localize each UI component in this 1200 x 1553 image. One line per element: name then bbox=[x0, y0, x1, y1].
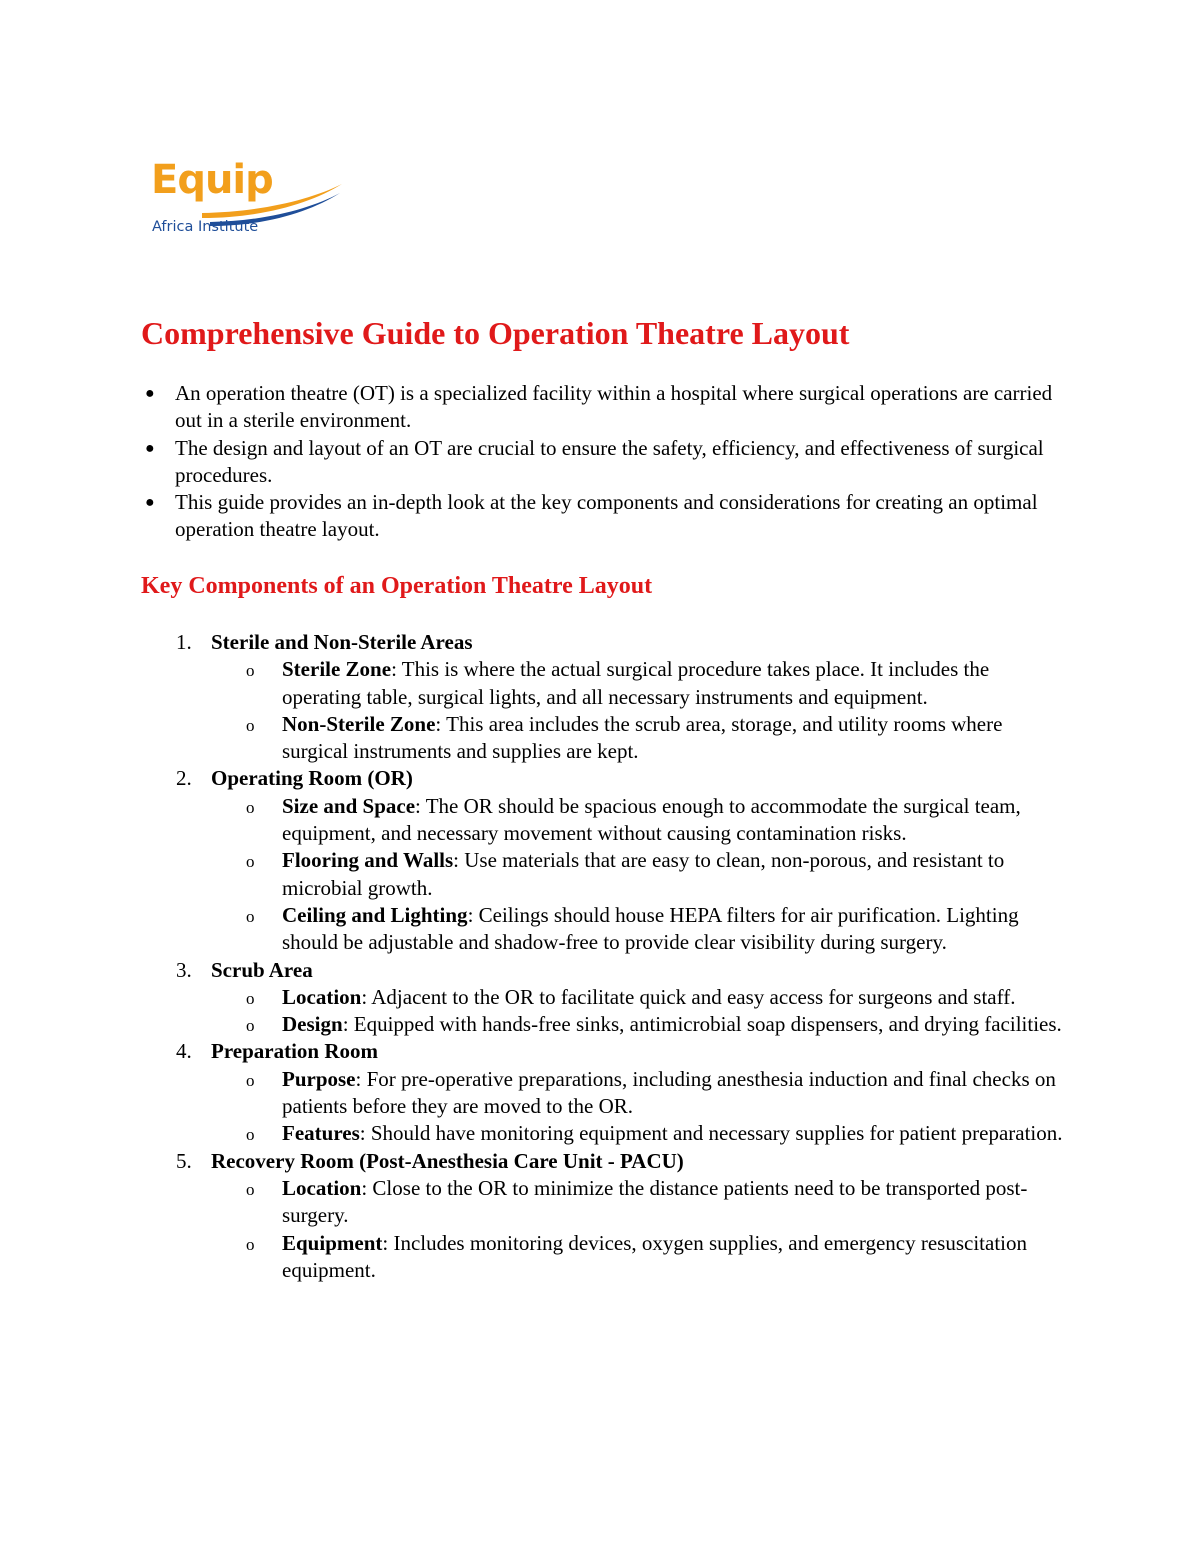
sub-item-list bbox=[140, 793, 1065, 957]
section-header bbox=[140, 629, 1065, 656]
sub-item-term: Ceiling and Lighting bbox=[282, 902, 468, 927]
sub-item-text: : Use materials that are easy to clean, non-porous, and resistant to microbial growth. bbox=[282, 848, 1005, 900]
sub-item bbox=[246, 793, 1065, 848]
page-title: Comprehensive Guide to Operation Theatre Layout bbox=[141, 315, 850, 351]
section-number: 4. bbox=[176, 1039, 192, 1064]
section-title: Scrub Area bbox=[211, 957, 313, 982]
intro-bullet bbox=[145, 489, 1065, 544]
sub-item-term: Design bbox=[282, 1012, 343, 1037]
circle-bullet-icon: o bbox=[246, 1179, 255, 1199]
sub-item-term: Features bbox=[282, 1121, 360, 1146]
circle-bullet-icon: o bbox=[246, 1125, 255, 1145]
sub-item-text: : Adjacent to the OR to facilitate quick and easy access for surgeons and staff. bbox=[361, 984, 1016, 1009]
sub-item bbox=[246, 1011, 1065, 1038]
bullet-text: This guide provides an in-depth look at the key components and considerations for creating an optimal operation theatre layout. bbox=[175, 490, 1038, 542]
section-number: 2. bbox=[176, 766, 192, 791]
component-section bbox=[140, 1148, 1065, 1284]
section-header bbox=[140, 957, 1065, 984]
sub-item bbox=[246, 656, 1065, 711]
circle-bullet-icon: o bbox=[246, 852, 255, 872]
section-title: Recovery Room (Post-Anesthesia Care Unit - PACU) bbox=[211, 1148, 684, 1173]
component-section bbox=[140, 957, 1065, 1039]
sub-item bbox=[246, 902, 1065, 957]
circle-bullet-icon: o bbox=[246, 715, 255, 735]
components-list bbox=[140, 629, 1065, 1284]
sub-item-term: Location bbox=[282, 984, 362, 1009]
section-number: 1. bbox=[176, 630, 192, 654]
sub-item-list bbox=[140, 1066, 1065, 1148]
sub-item bbox=[246, 711, 1065, 766]
bullet-icon: ● bbox=[145, 439, 155, 457]
equip-logo bbox=[150, 157, 350, 246]
sub-item-term: Sterile Zone bbox=[282, 657, 392, 682]
sub-item bbox=[246, 847, 1065, 902]
section-heading: Key Components of an Operation Theatre Layout bbox=[141, 573, 653, 599]
circle-bullet-icon: o bbox=[246, 797, 255, 817]
bullet-text: An operation theatre (OT) is a specialized facility within a hospital where surgical operations are carried out in a sterile environment. bbox=[175, 381, 1053, 433]
logo-subtitle: Africa Institute bbox=[152, 219, 259, 235]
sub-item-term: Flooring and Walls bbox=[282, 848, 454, 873]
sub-item-text: : For pre-operative preparations, including anesthesia induction and final checks on patients before they are moved to the OR. bbox=[282, 1066, 1056, 1119]
circle-bullet-icon: o bbox=[246, 906, 255, 926]
sub-item-term: Equipment bbox=[282, 1230, 383, 1255]
logo-wordmark: Equip bbox=[151, 157, 273, 203]
section-header bbox=[140, 1038, 1065, 1065]
circle-bullet-icon: o bbox=[246, 661, 255, 681]
sub-item bbox=[246, 1066, 1065, 1121]
sub-item-term: Location bbox=[282, 1175, 362, 1200]
circle-bullet-icon: o bbox=[246, 988, 255, 1008]
section-title: Operating Room (OR) bbox=[211, 766, 413, 791]
sub-item-list bbox=[140, 1175, 1065, 1284]
intro-bullet bbox=[145, 435, 1065, 490]
sub-item bbox=[246, 1120, 1065, 1147]
circle-bullet-icon: o bbox=[246, 1070, 255, 1090]
sub-item-term: Size and Space bbox=[282, 793, 416, 818]
sub-item bbox=[246, 1230, 1065, 1285]
sub-item-text: : Ceilings should house HEPA filters for air purification. Lighting should be adjustable and shadow-free to provide clear visibility during surgery. bbox=[282, 902, 1019, 955]
sub-item-list bbox=[140, 656, 1065, 765]
section-number: 5. bbox=[176, 1148, 192, 1173]
sub-item-text: : This is where the actual surgical procedure takes place. It includes the operating table, surgical lights, and all necessary instruments and equipment. bbox=[282, 657, 990, 709]
section-number: 3. bbox=[176, 957, 192, 982]
section-title: Sterile and Non-Sterile Areas bbox=[211, 630, 473, 654]
sub-item-list bbox=[140, 984, 1065, 1039]
intro-bullet bbox=[145, 380, 1065, 435]
sub-item-text: : The OR should be spacious enough to accommodate the surgical team, equipment, and necessary movement without causing contamination risks. bbox=[282, 793, 1021, 846]
sub-item-text: : Should have monitoring equipment and necessary supplies for patient preparation. bbox=[359, 1121, 1063, 1146]
sub-item-text: : This area includes the scrub area, storage, and utility rooms where surgical instruments and supplies are kept. bbox=[282, 711, 1003, 764]
sub-item-text: : Close to the OR to minimize the distance patients need to be transported post-surgery. bbox=[282, 1175, 1028, 1228]
section-title: Preparation Room bbox=[211, 1039, 379, 1064]
section-header bbox=[140, 1148, 1065, 1175]
sub-item bbox=[246, 1175, 1065, 1230]
sub-item-term: Purpose bbox=[282, 1066, 356, 1091]
sub-item-text: : Equipped with hands-free sinks, antimicrobial soap dispensers, and drying facilities. bbox=[342, 1012, 1062, 1037]
component-section bbox=[140, 629, 1065, 765]
intro-bullet-list bbox=[145, 380, 1065, 544]
sub-item bbox=[246, 984, 1065, 1011]
component-section bbox=[140, 1038, 1065, 1147]
sub-item-term: Non-Sterile Zone bbox=[282, 711, 436, 736]
circle-bullet-icon: o bbox=[246, 1234, 255, 1254]
section-header bbox=[140, 765, 1065, 792]
component-section bbox=[140, 765, 1065, 956]
bullet-text: The design and layout of an OT are crucial to ensure the safety, efficiency, and effectiveness of surgical procedures. bbox=[175, 435, 1044, 487]
bullet-icon: ● bbox=[145, 494, 155, 512]
circle-bullet-icon: o bbox=[246, 1016, 255, 1036]
bullet-icon: ● bbox=[145, 385, 155, 402]
sub-item-text: : Includes monitoring devices, oxygen supplies, and emergency resuscitation equipment. bbox=[282, 1230, 1027, 1282]
